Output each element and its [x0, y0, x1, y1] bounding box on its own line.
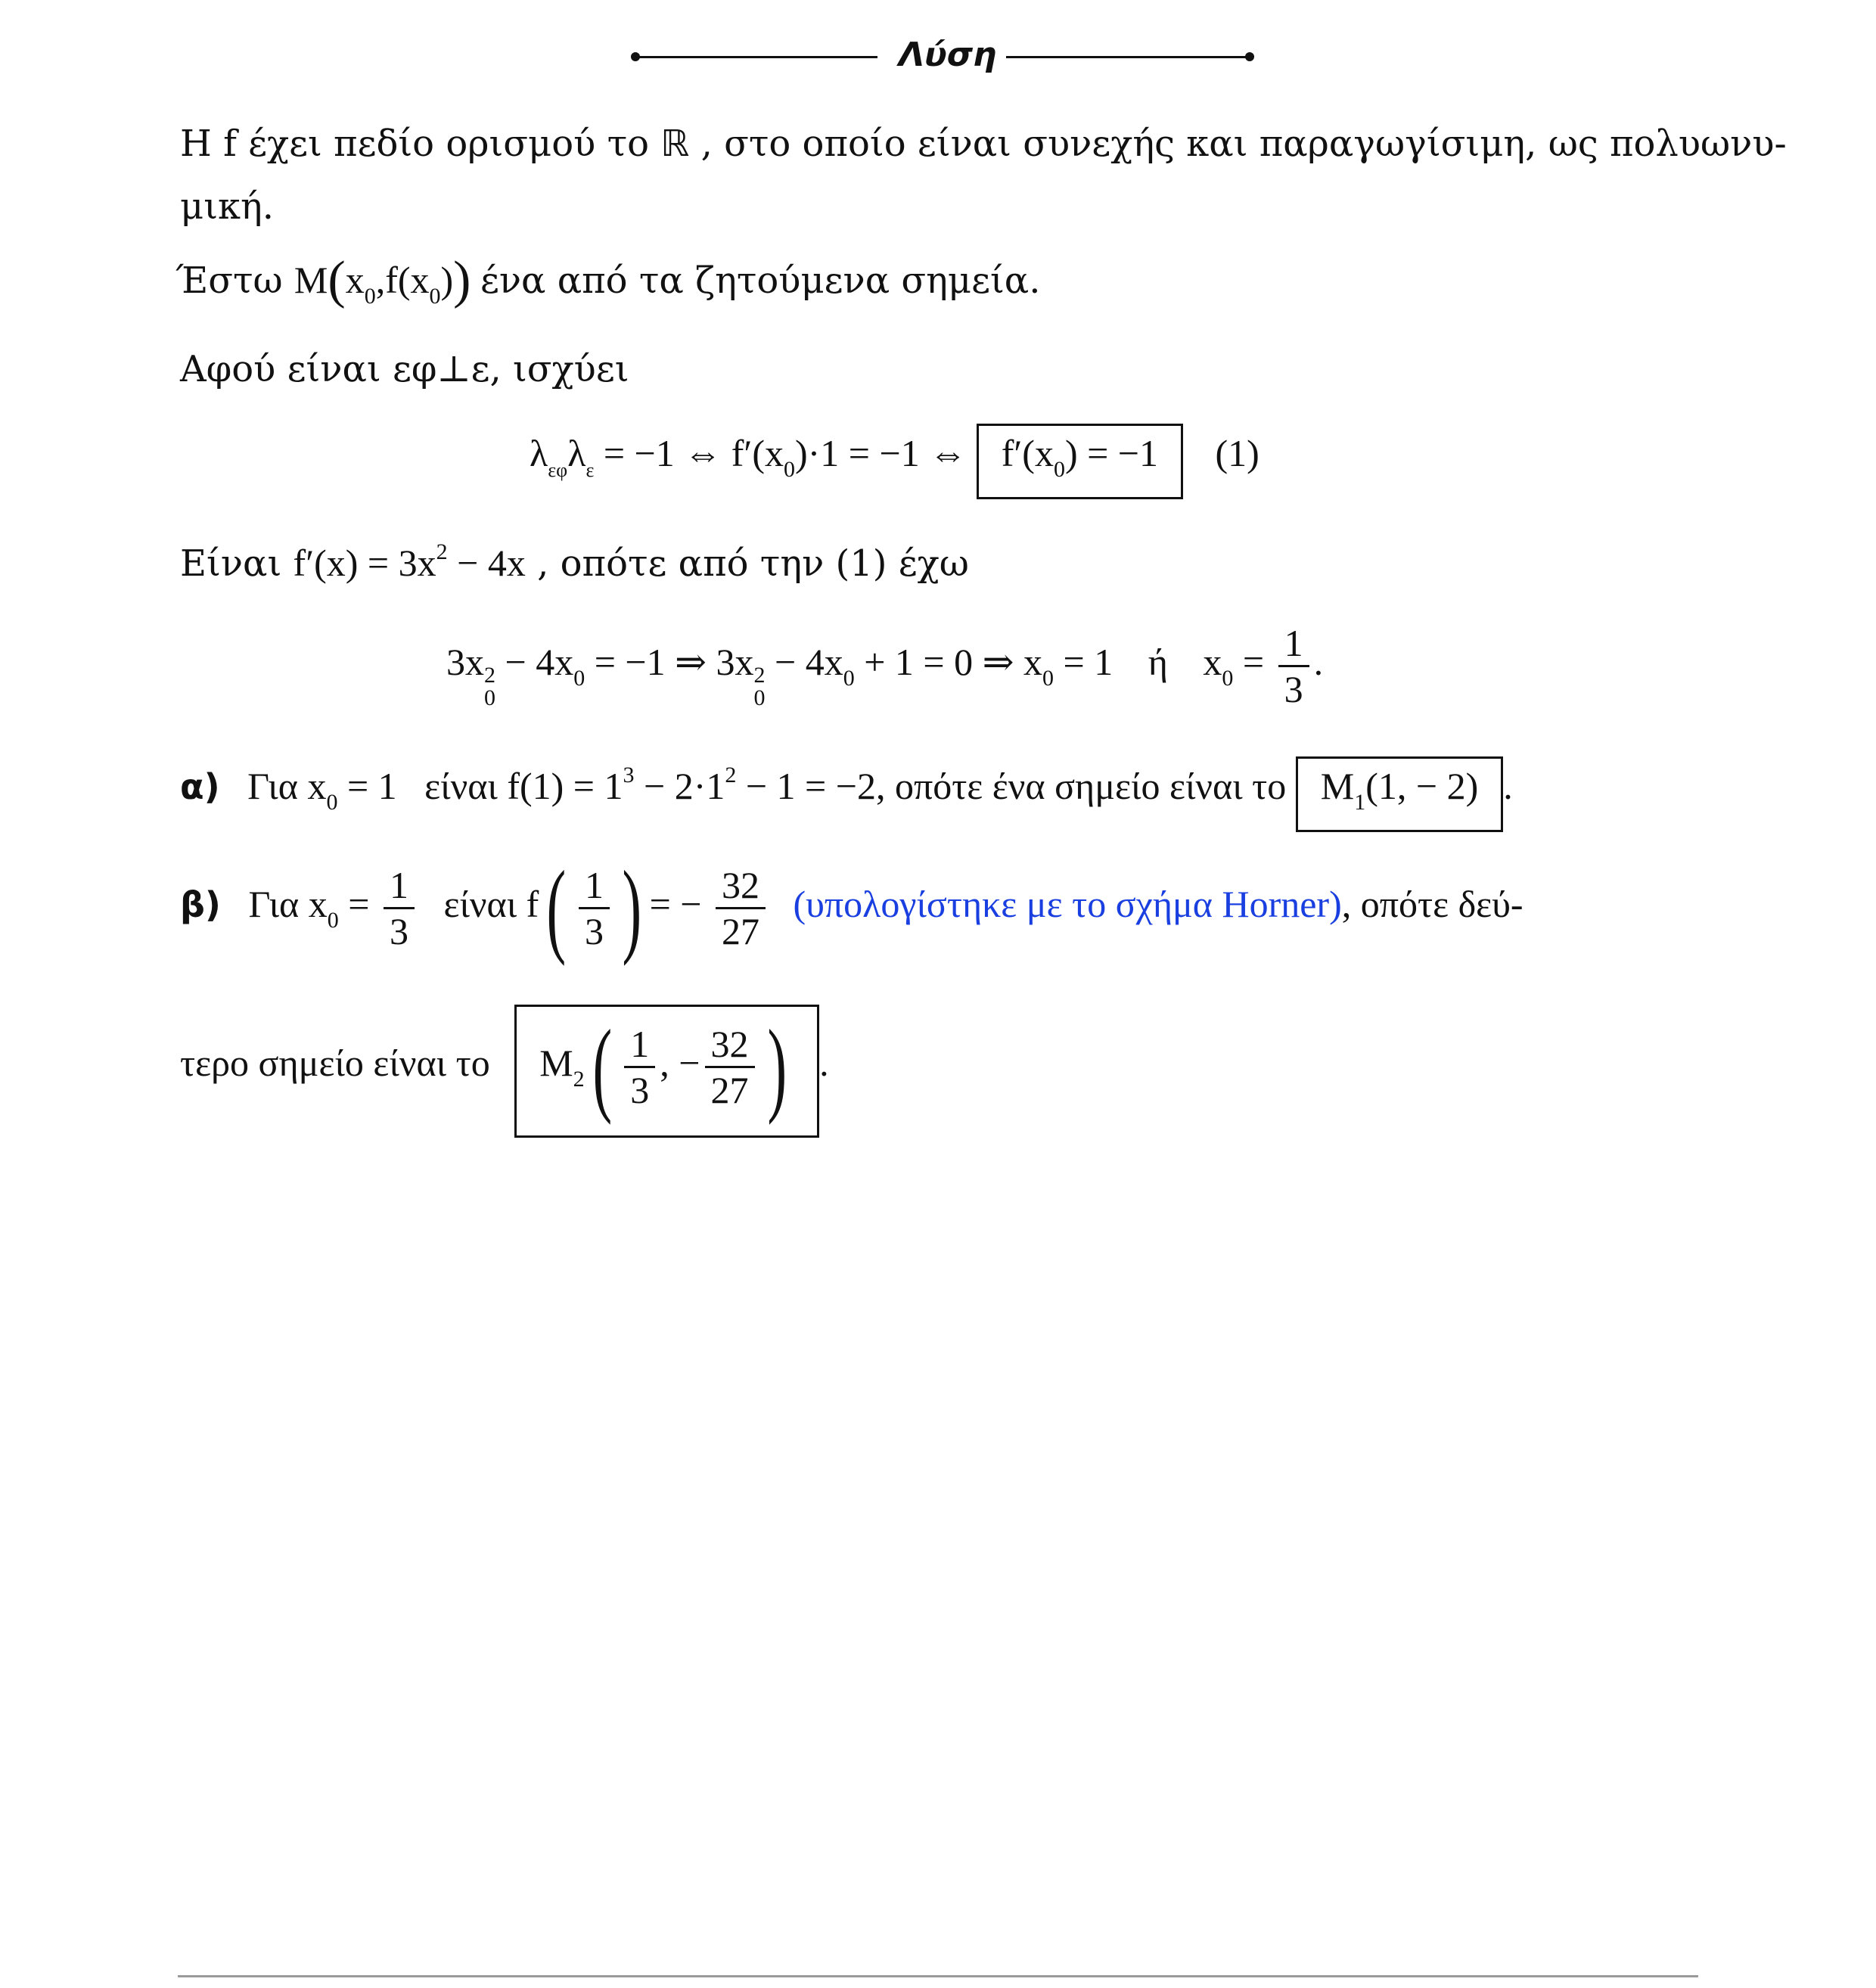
- header-right-dot: [1245, 52, 1254, 61]
- part-beta-label: β): [180, 884, 221, 925]
- derivative-statement: Είναι $f'(x) = 3x^2 - 4x$ , οπότε από την (1) έχω: [180, 539, 969, 585]
- point-expression: $M(x_0,f(x_0))$: [294, 251, 471, 309]
- horner-note: (υπολογίστηκε με το σχήμα Horner): [793, 883, 1342, 925]
- m2-fraction-y: $\frac{32}{27}$: [705, 1022, 755, 1112]
- m2-fraction-x: $\frac{1}{3}$: [624, 1022, 655, 1112]
- part-beta: β) Για $x_0$ = $\frac{1}{3}$ είναι f( $\frac{1}{3}$ ) = − $\frac{32}{27}$ (υπολογίστηκε με το σχήμα Horner), οπότε δεύ-: [180, 849, 1523, 967]
- result-box-m2: $M_2$( $\frac{1}{3}$ , − $\frac{32}{27}$ ): [514, 1005, 819, 1138]
- solution-fraction: $\frac{1}{3}$: [1278, 621, 1309, 711]
- beta-fraction-arg: $\frac{1}{3}$: [579, 863, 610, 953]
- perpendicular-statement: Αφού είναι εφ⊥ε, ισχύει: [180, 348, 629, 390]
- real-numbers-symbol: ℝ: [660, 123, 690, 165]
- page-title: Λύση: [899, 36, 997, 74]
- point-definition: [175, 251, 1041, 319]
- beta-fraction-value: $\frac{32}{27}$: [716, 863, 766, 953]
- point-lead: Έστω: [175, 259, 283, 302]
- quadratic-equation: 3x 2 0 − $4x_0 = -1$ ⇒ 3x 2 0 − $4x_0 + 1 = 0$ ⇒ $x_0 = 1$ ή $x_0$ = $\frac{1}{3}$ .: [446, 622, 1324, 711]
- equation-tag-1: (1): [1215, 432, 1259, 474]
- result-box-1: $f'(x_0) = -1$: [977, 424, 1183, 499]
- header-right-rule: [1006, 56, 1248, 58]
- slope-equation: $\lambda_{\varepsilon\varphi}\lambda_\varepsilon = -1$ ⇔ $f'(x_0)\cdot 1 = -1$ ⇔ $f'(x_0) = -1$ (1): [530, 424, 1259, 499]
- part-alpha: α) Για $x_0 = 1$ είναι $f(1) = 1^3 - 2\cdot 1^2 - 1 = -2$, οπότε ένα σημείο είναι το $M_1(1$, − 2) .: [180, 745, 1513, 833]
- point-rest: ένα από τα ζητούμενα σημεία.: [480, 259, 1041, 302]
- result-box-m1: $M_1(1$, − 2): [1296, 756, 1503, 832]
- intro-text-b: , στο οποίο είναι συνεχής και παραγωγίσιμη, ως πολυωνυ-: [700, 123, 1787, 165]
- derivative-expression: $f'(x) = 3x^2 - 4x$: [293, 539, 526, 584]
- header-left-rule: [635, 56, 877, 58]
- intro-line-2: μική.: [180, 185, 275, 228]
- beta-fraction-x0: $\frac{1}{3}$: [384, 863, 415, 953]
- intro-line-1: [180, 121, 1787, 166]
- part-beta-line-2: τερο σημείο είναι το $M_2$( $\frac{1}{3}$ , − $\frac{32}{27}$ ) .: [180, 1002, 829, 1138]
- footer-rule: [178, 1975, 1698, 1977]
- part-alpha-label: α): [180, 766, 220, 807]
- intro-text-a: Η f έχει πεδίο ορισμού το: [180, 123, 650, 165]
